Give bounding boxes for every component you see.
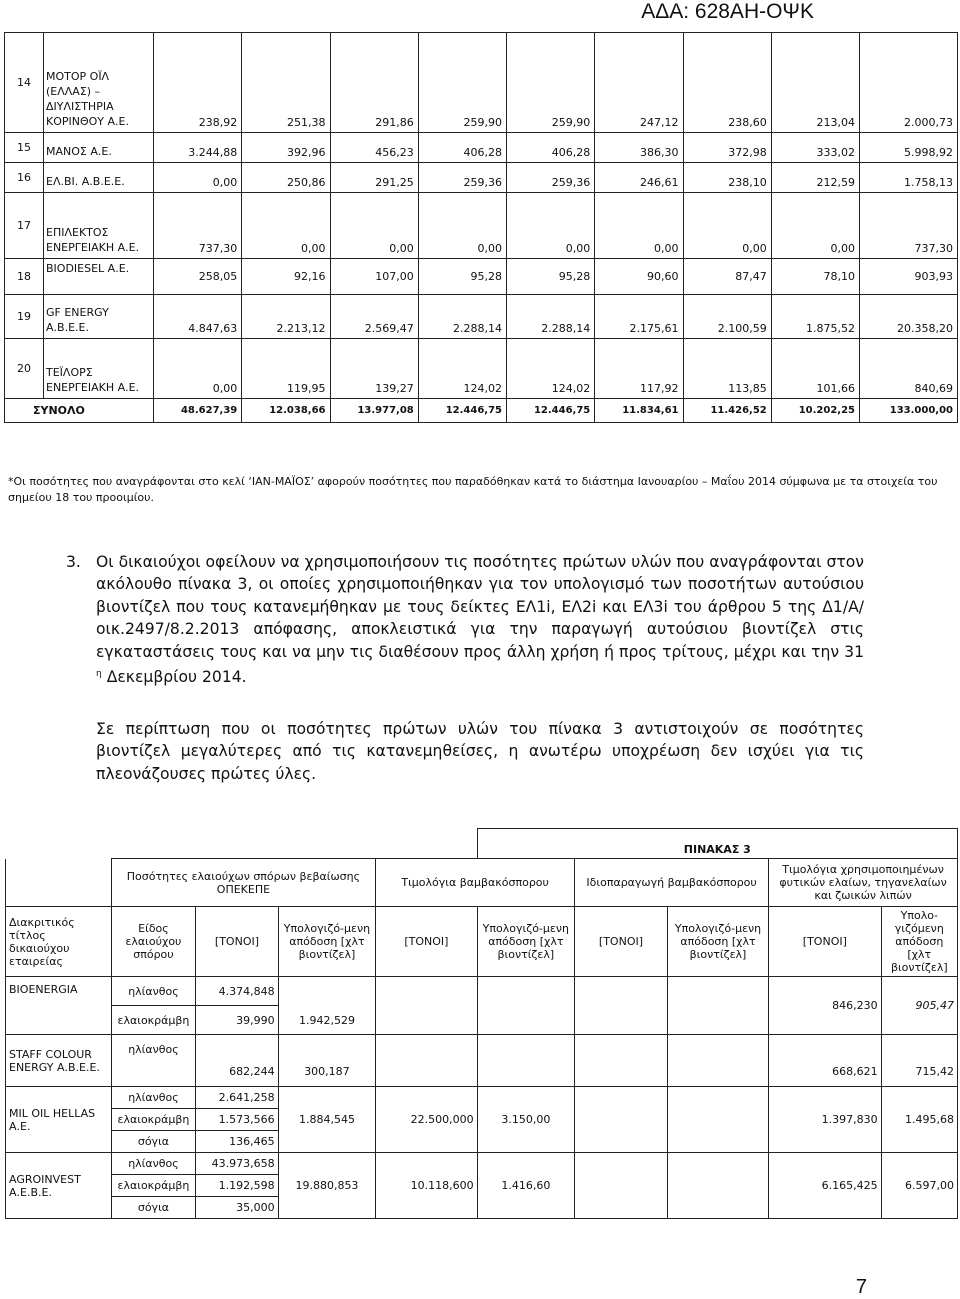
quantity-cell: 737,30	[860, 193, 958, 259]
paragraph-3-tail: Δεκεμβρίου 2014.	[106, 668, 247, 687]
quantity-cell: 903,93	[860, 259, 958, 295]
quantity-cell: 0,00	[595, 193, 683, 259]
quantity-cell: 259,90	[507, 33, 595, 133]
quantity-cell: 2.288,14	[418, 295, 506, 339]
group-invoices-cotton: Τιμολόγια βαμβακόσπορου	[376, 859, 575, 907]
quantity-cell: 4.847,63	[154, 295, 242, 339]
total-cell: 12.038,66	[242, 399, 330, 423]
seed-type: ηλίανθος	[111, 1035, 196, 1087]
yield-value: 1.495,68	[881, 1087, 957, 1153]
quantity-cell: 250,86	[242, 163, 330, 193]
yield-value: 6.597,00	[881, 1153, 957, 1219]
total-cell: 10.202,25	[771, 399, 859, 423]
total-cell: 13.977,08	[330, 399, 418, 423]
col-yield: Υπολο-γιζόμενη απόδοση [χλτ βιοντίζελ]	[881, 907, 957, 977]
yield-value: 3.150,00	[477, 1087, 574, 1153]
quantity-cell: 247,12	[595, 33, 683, 133]
tons-value: 39,990	[196, 1006, 278, 1035]
seed-type: ελαιοκράμβη	[111, 1109, 196, 1131]
quantity-cell: 212,59	[771, 163, 859, 193]
quantity-cell: 0,00	[507, 193, 595, 259]
total-cell: 11.426,52	[683, 399, 771, 423]
tons-value: 136,465	[196, 1131, 278, 1153]
quantity-cell: 258,05	[154, 259, 242, 295]
quantity-cell: 95,28	[418, 259, 506, 295]
total-row	[5, 399, 958, 423]
quantity-cell: 0,00	[242, 193, 330, 259]
seed-type: σόγια	[111, 1197, 196, 1219]
col-yield: Υπολογιζό-μενη απόδοση [χλτ βιοντίζελ]	[667, 907, 768, 977]
tons-value: 2.641,258	[196, 1087, 278, 1109]
table-row	[5, 339, 958, 399]
quantity-cell: 0,00	[683, 193, 771, 259]
quantity-cell: 5.998,92	[860, 133, 958, 163]
seed-type: σόγια	[111, 1131, 196, 1153]
table-3-title: ΠΙΝΑΚΑΣ 3	[477, 829, 957, 859]
company-name: ΤΕΪΛΟΡΣ ΕΝΕΡΓΕΙΑΚΗ Α.Ε.	[44, 339, 154, 399]
quantity-cell: 2.288,14	[507, 295, 595, 339]
company-name: BIODIESEL Α.Ε.	[44, 259, 154, 295]
total-cell: 12.446,75	[507, 399, 595, 423]
total-label: ΣΥΝΟΛΟ	[5, 399, 154, 423]
quantity-cell: 2.100,59	[683, 295, 771, 339]
yield-value: 19.880,853	[278, 1153, 376, 1219]
quantity-cell: 251,38	[242, 33, 330, 133]
quantity-cell: 92,16	[242, 259, 330, 295]
total-cell: 48.627,39	[154, 399, 242, 423]
tons-value: 668,621	[769, 1035, 881, 1087]
quantity-cell: 3.244,88	[154, 133, 242, 163]
quantity-cell: 119,95	[242, 339, 330, 399]
col-seed-type: Είδος ελαιούχου σπόρου	[111, 907, 196, 977]
table-row	[5, 295, 958, 339]
yield-value: 1.416,60	[477, 1153, 574, 1219]
allocation-table	[4, 32, 958, 423]
quantity-cell: 238,60	[683, 33, 771, 133]
quantity-cell: 386,30	[595, 133, 683, 163]
quantity-cell: 2.569,47	[330, 295, 418, 339]
table-row	[5, 259, 958, 295]
col-tons: [ΤΟΝΟΙ]	[769, 907, 881, 977]
seed-type: ελαιοκράμβη	[111, 1006, 196, 1035]
table-row	[5, 133, 958, 163]
tons-value: 1.397,830	[769, 1087, 881, 1153]
quantity-cell: 101,66	[771, 339, 859, 399]
yield-value: 715,42	[881, 1035, 957, 1087]
quantity-cell: 840,69	[860, 339, 958, 399]
tons-value: 1.192,598	[196, 1175, 278, 1197]
quantity-cell: 259,36	[507, 163, 595, 193]
quantity-cell: 392,96	[242, 133, 330, 163]
tons-value: 4.374,848	[196, 977, 278, 1006]
tons-value: 10.118,600	[376, 1153, 477, 1219]
quantity-cell: 95,28	[507, 259, 595, 295]
quantity-cell: 2.175,61	[595, 295, 683, 339]
table-footnote: *Οι ποσότητες που αναγράφονται στο κελί ‘ΙΑΝ-ΜΑΪΟΣ’ αφορούν ποσότητες που παραδόθηκαν κατά το διάστημα Ιανουαρίου – Μαΐου 2014 σύμφωνα με τα στοιχεία του σημείου 18 του προοιμίου.	[8, 475, 938, 504]
quantity-cell: 87,47	[683, 259, 771, 295]
company-name: ΜΑΝΟΣ Α.Ε.	[44, 133, 154, 163]
tons-value: 35,000	[196, 1197, 278, 1219]
company-name: ΜΟΤΟΡ ΟΪΛ (ΕΛΛΑΣ) – ΔΙΥΛΙΣΤΗΡΙΑ ΚΟΡΙΝΘΟΥ Α.Ε.	[44, 33, 154, 133]
quantity-cell: 117,92	[595, 339, 683, 399]
tons-value: 6.165,425	[769, 1153, 881, 1219]
col-yield: Υπολογιζό-μενη απόδοση [χλτ βιοντίζελ]	[477, 907, 574, 977]
yield-value: 1.942,529	[278, 977, 376, 1035]
yield-value: 1.884,545	[278, 1087, 376, 1153]
quantity-cell: 238,10	[683, 163, 771, 193]
group-used-oils: Τιμολόγια χρησιμοποιημένων φυτικών ελαίων, τηγανελαίων και ζωικών λιπών	[769, 859, 958, 907]
quantity-cell: 259,90	[418, 33, 506, 133]
company-name: ΕΛ.ΒΙ. Α.Β.Ε.Ε.	[44, 163, 154, 193]
table-row	[5, 193, 958, 259]
quantity-cell: 0,00	[330, 193, 418, 259]
company-name: STAFF COLOUR ENERGY Α.Β.Ε.Ε.	[6, 1035, 112, 1087]
quantity-cell: 0,00	[154, 163, 242, 193]
quantity-cell: 139,27	[330, 339, 418, 399]
quantity-cell: 406,28	[507, 133, 595, 163]
quantity-cell: 291,86	[330, 33, 418, 133]
company-name: AGROINVEST Α.Ε.Β.Ε.	[6, 1153, 112, 1219]
row-index: 16	[5, 163, 44, 193]
quantity-cell: 90,60	[595, 259, 683, 295]
row-index: 14	[5, 33, 44, 133]
quantity-cell: 2.213,12	[242, 295, 330, 339]
col-tons: [ΤΟΝΟΙ]	[196, 907, 278, 977]
company-name: MIL OIL HELLAS Α.Ε.	[6, 1087, 112, 1153]
quantity-cell: 737,30	[154, 193, 242, 259]
tons-value: 846,230	[769, 977, 881, 1035]
superscript: η	[96, 669, 102, 680]
row-index: 17	[5, 193, 44, 259]
quantity-cell: 113,85	[683, 339, 771, 399]
quantity-cell: 0,00	[154, 339, 242, 399]
quantity-cell: 107,00	[330, 259, 418, 295]
quantity-cell: 0,00	[771, 193, 859, 259]
yield-value: 300,187	[278, 1035, 376, 1087]
quantity-cell: 78,10	[771, 259, 859, 295]
page-number: 7	[855, 1276, 867, 1298]
table-row	[5, 33, 958, 133]
quantity-cell: 259,36	[418, 163, 506, 193]
col-tons: [ΤΟΝΟΙ]	[376, 907, 477, 977]
company-name: BIOENERGIA	[6, 977, 112, 1035]
col-tons: [ΤΟΝΟΙ]	[575, 907, 668, 977]
quantity-cell: 20.358,20	[860, 295, 958, 339]
row-index: 20	[5, 339, 44, 399]
company-name: ΕΠΙΛΕΚΤΟΣ ΕΝΕΡΓΕΙΑΚΗ Α.Ε.	[44, 193, 154, 259]
paragraph-number: 3.	[66, 553, 81, 571]
quantity-cell: 124,02	[507, 339, 595, 399]
quantity-cell: 238,92	[154, 33, 242, 133]
seed-type: ηλίανθος	[111, 1153, 196, 1175]
quantity-cell: 456,23	[330, 133, 418, 163]
group-own-cotton: Ιδιοπαραγωγή βαμβακόσπορου	[575, 859, 769, 907]
paragraph-3-text: Οι δικαιούχοι οφείλουν να χρησιμοποιήσουν τις ποσότητες πρώτων υλών που αναγράφονται στον ακόλουθο πίνακα 3, οι οποίες χρησιμοποιήθηκαν για τον υπολογισμό των ποσοτήτων αυτούσιου βιοντίζελ που τους κατανεμήθηκαν με τους δείκτες ΕΛ1i, ΕΛ2i και ΕΛ3i του άρθρου 5 της Δ1/Α/οικ.2497/8.2.2013 απόφασης, αποκλειστικά για την παραγωγή αυτούσιου βιοντίζελ στις εγκαταστάσεις τους και να μην τις διαθέσουν προς άλλη χρήση ή προς τρίτους, μέχρι και την 31	[96, 553, 864, 661]
quantity-cell: 406,28	[418, 133, 506, 163]
total-cell: 12.446,75	[418, 399, 506, 423]
quantity-cell: 213,04	[771, 33, 859, 133]
seed-type: ηλίανθος	[111, 1087, 196, 1109]
seed-type: ηλίανθος	[111, 977, 196, 1006]
quantity-cell: 2.000,73	[860, 33, 958, 133]
quantity-cell: 291,25	[330, 163, 418, 193]
company-name: GF ENERGY Α.Β.Ε.Ε.	[44, 295, 154, 339]
tons-value: 1.573,566	[196, 1109, 278, 1131]
ada-code: ΑΔΑ: 628ΑΗ-ΟΨΚ	[641, 0, 814, 23]
tons-value: 682,244	[196, 1035, 278, 1087]
row-index: 19	[5, 295, 44, 339]
paragraph-exception: Σε περίπτωση που οι ποσότητες πρώτων υλών του πίνακα 3 αντιστοιχούν σε ποσότητες βιοντίζελ μεγαλύτερες από τις κατανεμηθείσες, η ανωτέρω υποχρέωση δεν ισχύει για τις πλεονάζουσες πρώτες ύλες.	[96, 720, 864, 783]
table-3	[5, 828, 958, 1219]
col-yield: Υπολογιζό-μενη απόδοση [χλτ βιοντίζελ]	[278, 907, 376, 977]
quantity-cell: 0,00	[418, 193, 506, 259]
tons-value: 43.973,658	[196, 1153, 278, 1175]
seed-type: ελαιοκράμβη	[111, 1175, 196, 1197]
quantity-cell: 124,02	[418, 339, 506, 399]
table-row	[5, 163, 958, 193]
total-cell: 11.834,61	[595, 399, 683, 423]
quantity-cell: 1.758,13	[860, 163, 958, 193]
paragraph-3	[66, 551, 864, 689]
quantity-cell: 372,98	[683, 133, 771, 163]
tons-value: 22.500,000	[376, 1087, 477, 1153]
quantity-cell: 333,02	[771, 133, 859, 163]
quantity-cell: 1.875,52	[771, 295, 859, 339]
group-opekepe: Ποσότητες ελαιούχων σπόρων βεβαίωσης ΟΠΕΚΕΠΕ	[111, 859, 376, 907]
row-index: 18	[5, 259, 44, 295]
col-company: Διακριτικός τίτλος δικαιούχου εταιρείας	[6, 907, 112, 977]
total-cell: 133.000,00	[860, 399, 958, 423]
yield-value: 905,47	[881, 977, 957, 1035]
quantity-cell: 246,61	[595, 163, 683, 193]
row-index: 15	[5, 133, 44, 163]
